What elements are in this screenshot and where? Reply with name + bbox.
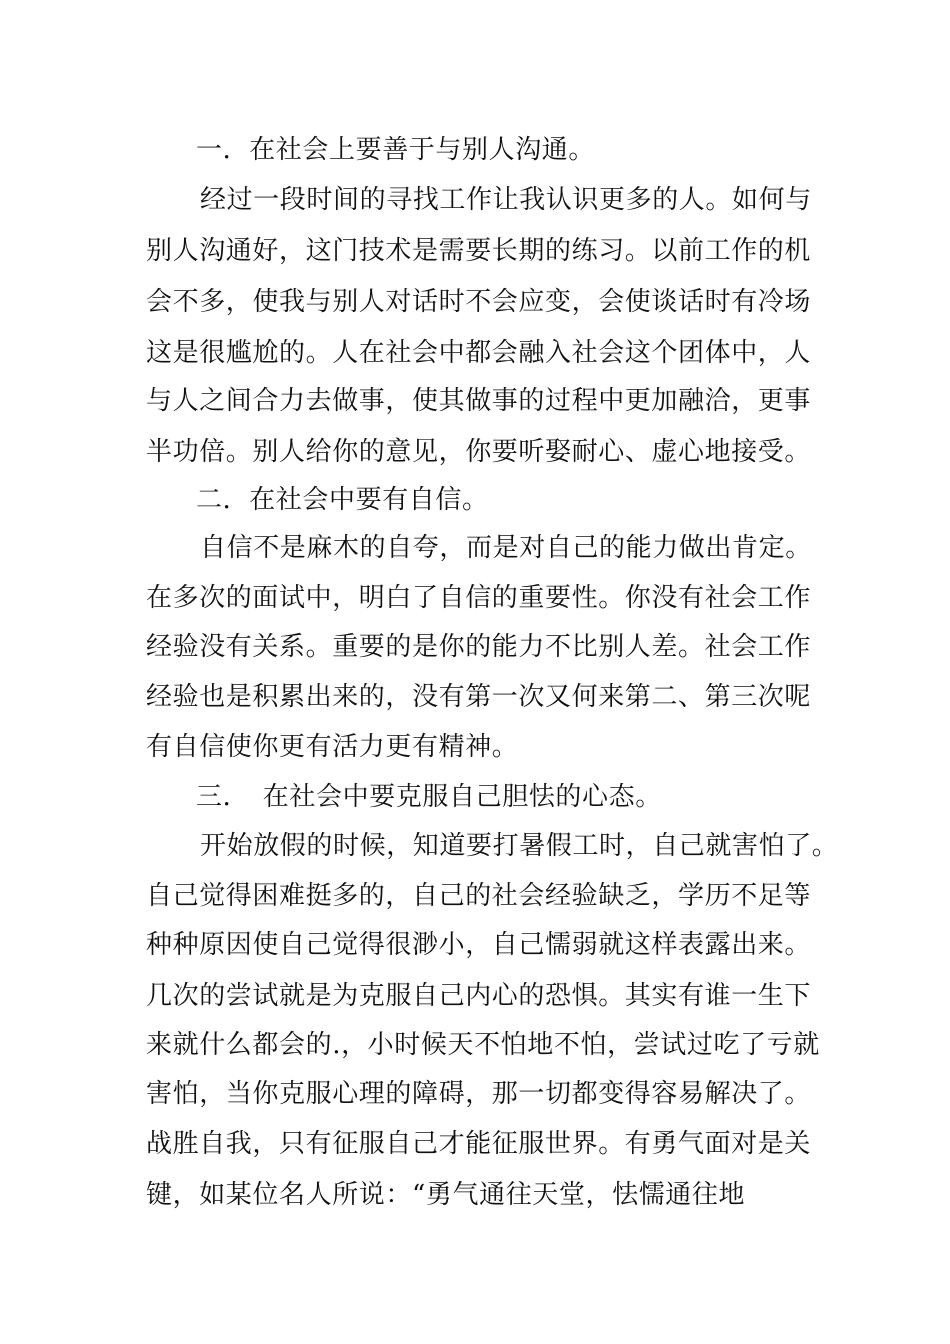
paragraph-line: 几次的尝试就是为克服自己内心的恐惧。其实有谁一生下 bbox=[146, 981, 812, 1011]
paragraph-line: 键，如某位名人所说：“勇气通往天堂，怯懦通往地 bbox=[146, 1180, 746, 1210]
section-heading-2: 二．在社会中要有自信。 bbox=[196, 485, 489, 515]
paragraph-line: 自信不是麻木的自夸，而是对自己的能力做出肯定。 bbox=[200, 533, 812, 563]
paragraph-line: 与人之间合力去做事，使其做事的过程中更加融洽，更事 bbox=[146, 386, 812, 416]
paragraph-line: 半功倍。别人给你的意见，你要听娶耐心、虚心地接受。 bbox=[146, 437, 812, 467]
paragraph-line: 种种原因使自己觉得很渺小，自己懦弱就这样表露出来。 bbox=[146, 930, 812, 960]
section-heading-3: 三． 在社会中要克服自己胆怯的心态。 bbox=[196, 782, 662, 812]
paragraph-line: 来就什么都会的.，小时候天不怕地不怕，尝试过吃了亏就 bbox=[146, 1030, 820, 1060]
paragraph-line: 自己觉得困难挺多的，自己的社会经验缺乏，学历不足等 bbox=[146, 881, 812, 911]
paragraph-line: 经验也是积累出来的，没有第一次又何来第二、第三次呢 bbox=[146, 682, 812, 712]
paragraph-line: 别人沟通好，这门技术是需要长期的练习。以前工作的机 bbox=[146, 236, 812, 266]
paragraph-line: 经过一段时间的寻找工作让我认识更多的人。如何与 bbox=[200, 185, 812, 215]
paragraph-line: 有自信使你更有活力更有精神。 bbox=[146, 732, 519, 762]
paragraph-line: 开始放假的时候，知道要打暑假工时，自己就害怕了。 bbox=[200, 831, 839, 861]
paragraph-line: 战胜自我，只有征服自己才能征服世界。有勇气面对是关 bbox=[146, 1129, 812, 1159]
paragraph-line: 这是很尴尬的。人在社会中都会融入社会这个团体中，人 bbox=[146, 338, 812, 368]
paragraph-line: 会不多，使我与别人对话时不会应变，会使谈话时有冷场 bbox=[146, 287, 812, 317]
paragraph-line: 经验没有关系。重要的是你的能力不比别人差。社会工作 bbox=[146, 632, 812, 662]
section-heading-1: 一．在社会上要善于与别人沟通。 bbox=[196, 135, 596, 165]
paragraph-line: 在多次的面试中，明白了自信的重要性。你没有社会工作 bbox=[146, 583, 812, 613]
paragraph-line: 害怕，当你克服心理的障碍，那一切都变得容易解决了。 bbox=[146, 1079, 812, 1109]
